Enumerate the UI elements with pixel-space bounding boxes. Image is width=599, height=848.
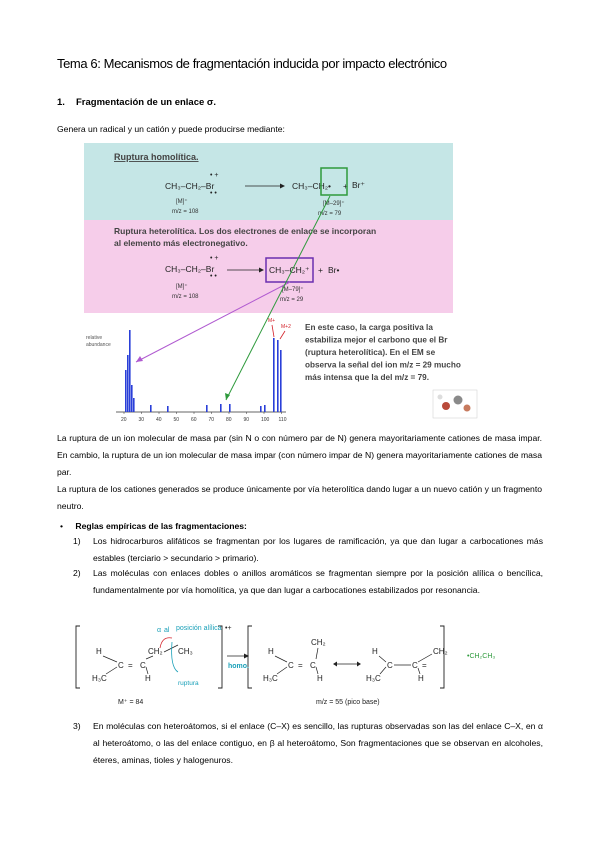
spectrum-tick-label: 80 bbox=[226, 417, 232, 423]
spectrum-tick-label: 20 bbox=[121, 417, 127, 423]
spectrum-tick-label: 70 bbox=[208, 417, 215, 423]
svg-text:=: = bbox=[298, 661, 303, 670]
note-line: estabiliza mejor el carbono que el Br bbox=[305, 335, 448, 345]
alpha-label: α bbox=[157, 627, 162, 634]
intro-text: Genera un radical y un catión y puede producirse mediante: bbox=[57, 124, 285, 134]
rule-text: Los hidrocarburos alifáticos se fragmentan por los lugares de ramificación, ya que dan lugar a carbocationes más estables (terciario > secundario > primario). bbox=[93, 536, 543, 563]
svg-text:H: H bbox=[145, 674, 151, 683]
note-line: En este caso, la carga positiva la bbox=[305, 323, 433, 332]
product-homo: CH₃–CH₂• bbox=[292, 181, 332, 191]
note-line: observa la señal del ion m/z = 29 mucho bbox=[305, 360, 461, 370]
homolytic-title: Ruptura homolítica. bbox=[114, 152, 199, 162]
spectrum-tick-label: 90 bbox=[243, 417, 250, 423]
plus-sign-2: + bbox=[318, 265, 323, 275]
m-label-2: [M]⁺ bbox=[176, 284, 188, 290]
molecule-atom-icon bbox=[464, 405, 471, 412]
svg-text:C: C bbox=[118, 661, 124, 670]
svg-text:CH₂: CH₂ bbox=[148, 647, 163, 656]
radical-cation-mark-2: • + bbox=[210, 255, 219, 262]
reactant-formula-2: CH₃–CH₂–Br bbox=[165, 264, 215, 274]
m-label: [M]⁺ bbox=[176, 199, 188, 205]
spectrum-peak bbox=[206, 405, 208, 412]
spectrum-ticks bbox=[121, 412, 287, 423]
rupture-label: ruptura bbox=[178, 680, 199, 687]
spectrum-peak bbox=[273, 338, 275, 412]
spectrum-peak bbox=[220, 404, 222, 412]
rule-number: 3) bbox=[73, 721, 81, 731]
rule-item-1 bbox=[73, 533, 543, 567]
spectrum-tick-label: 30 bbox=[138, 417, 145, 423]
spectrum-peak bbox=[229, 404, 231, 412]
svg-text:H: H bbox=[96, 647, 102, 656]
homo-label: homo. bbox=[228, 663, 249, 670]
spectrum-peak bbox=[264, 405, 266, 412]
mz108-label: m/z = 108 bbox=[172, 209, 199, 215]
spectrum-note bbox=[305, 323, 461, 382]
spectrum-peak bbox=[131, 385, 133, 412]
mz79-label: m/z = 79 bbox=[318, 211, 342, 217]
rule-item-3 bbox=[73, 718, 543, 769]
spectrum-peak bbox=[260, 406, 262, 412]
spectrum-peak bbox=[277, 340, 279, 412]
svg-text:H: H bbox=[317, 674, 323, 683]
spectrum-peak bbox=[133, 398, 135, 412]
svg-text:C: C bbox=[140, 661, 146, 670]
svg-text:H: H bbox=[372, 647, 378, 656]
rule-text: Las moléculas con enlaces dobles o anillos aromáticos se fragmentan siempre por la posición alílica o bencílica, fundamentalmente por vía homolítica, ya que dan lugar a carbocationes estabilizados por resonancia. bbox=[93, 568, 543, 595]
svg-text:H₃C: H₃C bbox=[263, 674, 278, 683]
page-title: Tema 6: Mecanismos de fragmentación inducida por impacto electrónico bbox=[57, 56, 447, 71]
lone-pair-dots-2: • • bbox=[210, 273, 217, 280]
left-bracket-open bbox=[76, 626, 80, 688]
arrow-head bbox=[280, 184, 285, 189]
spectrum-peak bbox=[127, 355, 129, 412]
svg-text:=: = bbox=[128, 661, 133, 670]
svg-text:H₃C: H₃C bbox=[92, 674, 107, 683]
spectrum-tick-label: 100 bbox=[261, 417, 270, 423]
spectrum-peak bbox=[125, 370, 127, 412]
note-line: más intensa que la del m/z = 79. bbox=[305, 373, 429, 382]
radical-cation-sign: •+ bbox=[225, 625, 232, 632]
svg-text:CH₂: CH₂ bbox=[311, 638, 326, 647]
svg-text:C: C bbox=[288, 661, 294, 670]
product-hetero: CH₃–CH₂⁺ bbox=[269, 265, 310, 275]
resonance-arrow-right bbox=[357, 662, 361, 667]
lone-pair-dots: • • bbox=[210, 190, 217, 197]
resonance-arrow-left bbox=[333, 662, 337, 667]
radical-cation-mark: • + bbox=[210, 172, 219, 179]
spectrum-peaks bbox=[125, 330, 282, 412]
m2-peak-label: M+2 bbox=[281, 324, 291, 330]
arrow-head-2 bbox=[259, 268, 264, 273]
spectrum-peak bbox=[150, 405, 152, 412]
right-bracket-close bbox=[440, 626, 444, 688]
mz29-label: m/z = 29 bbox=[280, 297, 304, 303]
reactant-formula: CH₃–CH₂–Br bbox=[165, 181, 215, 191]
paragraph-heterolytic: La ruptura de los cationes generados se produce únicamente por vía heterolítica dando lugar a un nuevo catión y un fragmento neutro. bbox=[57, 484, 542, 511]
br-radical: Br• bbox=[328, 265, 340, 275]
spectrum-tick-label: 50 bbox=[173, 417, 180, 423]
m79-label: [M–79]⁺ bbox=[282, 287, 304, 293]
rules-title: Reglas empíricas de las fragmentaciones: bbox=[75, 521, 247, 531]
section-number: 1. bbox=[57, 97, 65, 108]
allylic-label: posición alílica bbox=[176, 625, 222, 632]
svg-text:H: H bbox=[268, 647, 274, 656]
section-label: Fragmentación de un enlace σ. bbox=[76, 97, 217, 108]
rule-item-2 bbox=[73, 565, 543, 599]
svg-text:CH₃: CH₃ bbox=[178, 647, 193, 656]
base-peak-label: m/z = 55 (pico base) bbox=[316, 699, 380, 706]
svg-text:CH₂: CH₂ bbox=[433, 647, 448, 656]
plus-sign: + bbox=[343, 181, 348, 191]
ylabel-1: relative bbox=[86, 335, 103, 341]
paragraph-parity: La ruptura de un ion molecular de masa par (sin N o con número par de N) genera mayoritariamente cationes de masa impar. En cambio, la ruptura de un ion molecular de masa impar (con número impar de N) genera mayoritariamente cationes de masa par. bbox=[57, 433, 542, 477]
m-peak-arrow bbox=[272, 325, 274, 337]
spectrum-tick-label: 40 bbox=[156, 417, 162, 423]
bullet-dot: • bbox=[60, 521, 64, 531]
note-line: (ruptura heterolítica). En el EM se bbox=[305, 348, 436, 357]
m29-label: [M–29]⁺ bbox=[323, 201, 345, 207]
m2-peak-arrow bbox=[280, 331, 285, 339]
molecule-atom-icon bbox=[438, 395, 443, 400]
molecular-ion-mass: M⁺ = 84 bbox=[118, 699, 144, 706]
svg-text:H₃C: H₃C bbox=[366, 674, 381, 683]
rule-number: 2) bbox=[73, 568, 81, 578]
left-bracket-close bbox=[218, 626, 222, 688]
molecule-model-image bbox=[433, 390, 477, 418]
purple-connector bbox=[136, 282, 290, 362]
alpha-suffix: al bbox=[164, 627, 170, 634]
rule-text: En moléculas con heteroátomos, si el enlace (C–X) es sencillo, las rupturas observadas son las del enlace C–X, en α al heteroátomo, o las del enlace contiguo, en β al heteroátomo, Son fragmentaciones que se observan en alcoholes, éteres, aminas, tioles y halogenuros. bbox=[93, 721, 543, 765]
right-bracket-open bbox=[248, 626, 252, 688]
svg-text:C: C bbox=[310, 661, 316, 670]
molecule-atom-icon bbox=[454, 396, 463, 405]
br-cation: Br⁺ bbox=[352, 180, 365, 190]
spectrum-tick-label: 60 bbox=[191, 417, 197, 423]
molecule-atom-icon bbox=[442, 402, 450, 410]
svg-text:C: C bbox=[412, 661, 418, 670]
rules-heading bbox=[60, 521, 247, 531]
allylic-figure bbox=[0, 612, 599, 712]
spectrum-tick-label: 110 bbox=[278, 417, 287, 423]
svg-text:H: H bbox=[418, 674, 424, 683]
svg-text:C: C bbox=[387, 661, 393, 670]
neutral-radical: •CH₂CH₃ bbox=[467, 653, 496, 660]
spectrum-peak bbox=[280, 350, 282, 412]
rule-number: 1) bbox=[73, 536, 81, 546]
heterolytic-title-2: al elemento más electronegativo. bbox=[114, 238, 248, 248]
svg-text:=: = bbox=[422, 661, 427, 670]
mz108-label-2: m/z = 108 bbox=[172, 294, 199, 300]
heterolytic-title: Ruptura heterolítica. Los dos electrones de enlace se incorporan bbox=[114, 226, 377, 236]
spectrum-peak bbox=[129, 330, 131, 412]
spectrum-peak bbox=[167, 406, 169, 412]
ylabel-2: abundance bbox=[86, 342, 111, 348]
m-peak-label: M+ bbox=[268, 318, 276, 324]
